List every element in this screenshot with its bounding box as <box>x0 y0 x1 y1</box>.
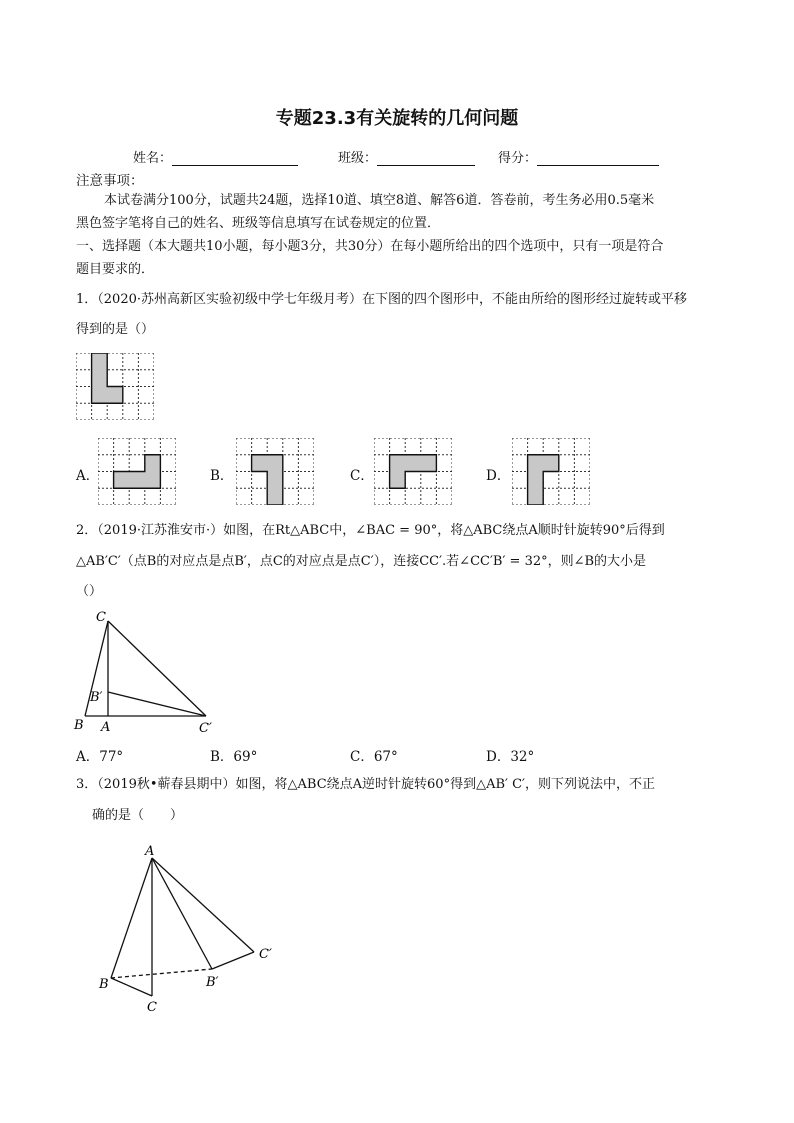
name-field <box>133 147 298 166</box>
q2-option-b: B．69° <box>210 749 258 765</box>
notice-line-1: 本试卷满分100分，试题共24题，选择10道、填空8道、解答6道．答卷前，考生务必用0.5毫米 <box>104 193 655 208</box>
page-title: 专题23.3有关旋转的几何问题 <box>275 108 519 129</box>
q2-label-c: C <box>96 610 106 625</box>
q2-option-a: A．77° <box>76 749 124 765</box>
q3-label-c-prime: C′ <box>259 947 272 962</box>
q3-stem-line-2: 确的是（ ） <box>92 808 184 823</box>
class-blank <box>377 151 475 166</box>
name-label: 姓名： <box>133 151 173 166</box>
q3-segment-ac-prime <box>152 858 254 952</box>
q1-option-b-label: B． <box>210 468 234 484</box>
class-field <box>338 147 475 166</box>
score-field <box>498 147 659 166</box>
q2-stem-line-3: （） <box>76 584 103 599</box>
q3-segment-bc <box>111 978 152 996</box>
q2-stem-line-1: 2．（2019·江苏淮安市·）如图，在Rt△ABC中，∠BAC = 90°，将△ABC绕点A顺时针旋转90°后得到 <box>76 523 665 538</box>
class-label: 班级： <box>338 151 378 166</box>
q3-segment-ab-prime <box>152 858 212 969</box>
q1-option-a-figure <box>98 438 176 505</box>
score-blank <box>537 151 659 166</box>
q1-option-c-label: C． <box>350 468 374 484</box>
notice-line-2: 黑色签字笔将自己的姓名、班级等信息填写在试卷规定的位置． <box>76 216 441 231</box>
q1-stem-line-1: 1．（2020·苏州高新区实验初级中学七年级月考）在下图的四个图形中，不能由所给的图形经过旋转或平移 <box>76 292 687 307</box>
q2-option-c: C．67° <box>350 749 398 765</box>
q3-label-a: A <box>145 844 155 859</box>
q1-option-a-label: A． <box>76 468 100 484</box>
q2-segment-c-cprime <box>108 621 206 716</box>
q3-segment-ab <box>111 858 152 978</box>
section-heading-line-2: 题目要求的． <box>76 262 155 277</box>
score-label: 得分： <box>498 151 538 166</box>
q1-option-b-figure <box>236 438 314 505</box>
q2-label-a: A <box>101 720 111 735</box>
q3-triangle-figure <box>95 840 285 1020</box>
q1-given-figure <box>76 353 154 420</box>
q2-option-d: D．32° <box>486 749 535 765</box>
q2-label-b-prime: B′ <box>90 690 103 705</box>
notice-heading: 注意事项： <box>76 173 144 189</box>
q3-label-b: B <box>99 977 109 992</box>
q3-segment-b-bprime-dashed <box>111 969 212 978</box>
q1-option-d-label: D． <box>486 468 511 484</box>
q2-stem-line-2: △AB′C′（点B的对应点是点B′，点C的对应点是点C′），连接CC′.若∠CC′B′ = 32°，则∠B的大小是 <box>76 554 647 569</box>
q3-label-c: C <box>147 1000 157 1015</box>
section-heading-line-1: 一、选择题（本大题共10小题，每小题3分，共30分）在每小题所给出的四个选项中，只有一项是符合 <box>76 239 664 254</box>
q2-segment-bprime-cprime <box>108 692 206 716</box>
q2-label-c-prime: C′ <box>199 721 212 736</box>
q1-option-c-figure <box>374 438 452 505</box>
q3-stem-line-1: 3．（2019秋•蕲春县期中）如图，将△ABC绕点A逆时针旋转60°得到△AB′ C′，则下列说法中，不正 <box>76 777 656 792</box>
q1-stem-line-2: 得到的是（） <box>76 322 155 337</box>
q2-label-b: B <box>74 718 84 733</box>
q1-option-d-figure <box>512 438 590 505</box>
q2-triangle-figure <box>70 605 230 740</box>
name-blank <box>172 151 298 166</box>
q3-label-b-prime: B′ <box>206 975 219 990</box>
q3-segment-bprime-cprime <box>212 952 254 969</box>
